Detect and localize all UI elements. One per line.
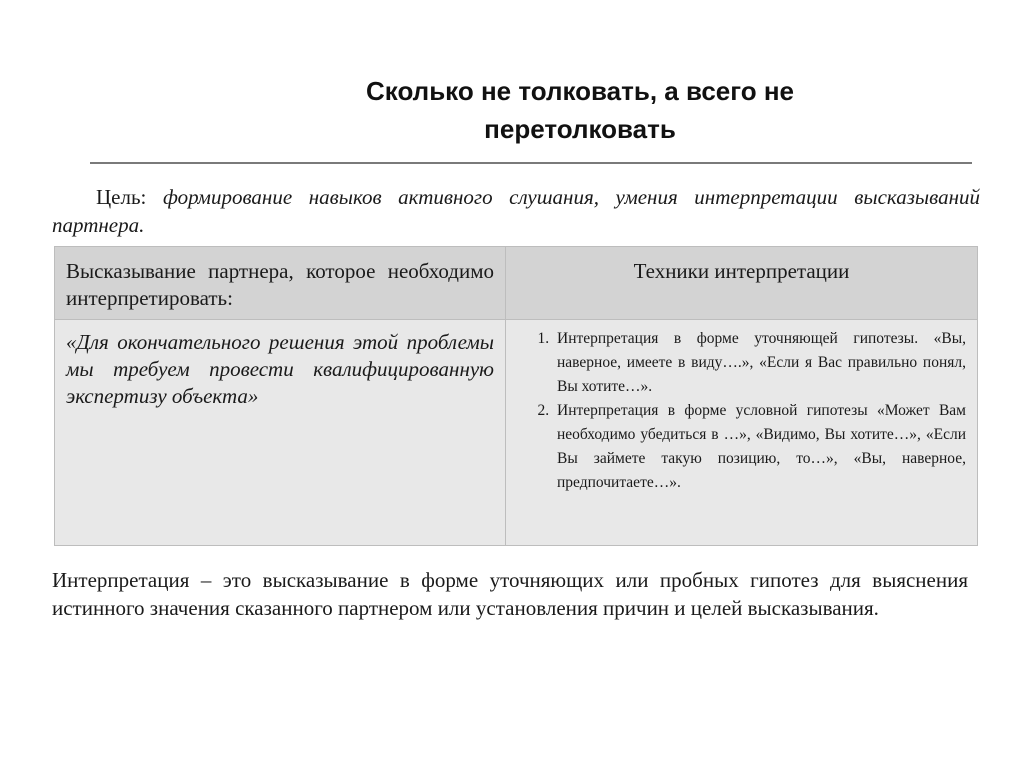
techniques-list [507,321,976,495]
goal-text: формирование навыков активного слушания, умения интерпретации высказываний партнера. [52,185,980,237]
list-item: 1. Интерпретация в форме уточняющей гипотезы. «Вы, наверное, имеете в виду….», «Если я Вас правильно понял, Вы хотите…». [553,327,966,399]
goal-label: Цель: [96,185,147,209]
definition-paragraph: Интерпретация – это высказывание в форме уточняющих или пробных гипотез для выяснения истинного значения сказанного партнером или установления причин и целей высказывания. [52,568,968,620]
header-cell-techniques [506,247,978,320]
table-header-row [55,247,978,320]
techniques-cell [506,320,978,546]
list-item: 2. Интерпретация в форме условной гипотезы «Может Вам необходимо убедиться в …», «Видимо, Вы хотите…», «Если Вы займете такую позицию, то…», «Вы, наверное, предпочитаете…». [553,399,966,495]
header-cell-statement [55,247,506,320]
goal-paragraph [52,183,980,239]
partner-quote: «Для окончательного решения этой проблемы мы требуем провести квалифицированную экспертизу объекта» [66,330,494,408]
header-techniques-label: Техники интерпретации [633,259,850,283]
statement-cell [55,320,506,546]
interpretation-table [54,246,978,546]
table-body-row [55,320,978,546]
title-divider [90,162,972,164]
header-statement-label: Высказывание партнера, которое необходимо интерпретировать: [66,259,494,310]
slide-title: Сколько не толковать, а всего не перетолковать [366,76,794,144]
